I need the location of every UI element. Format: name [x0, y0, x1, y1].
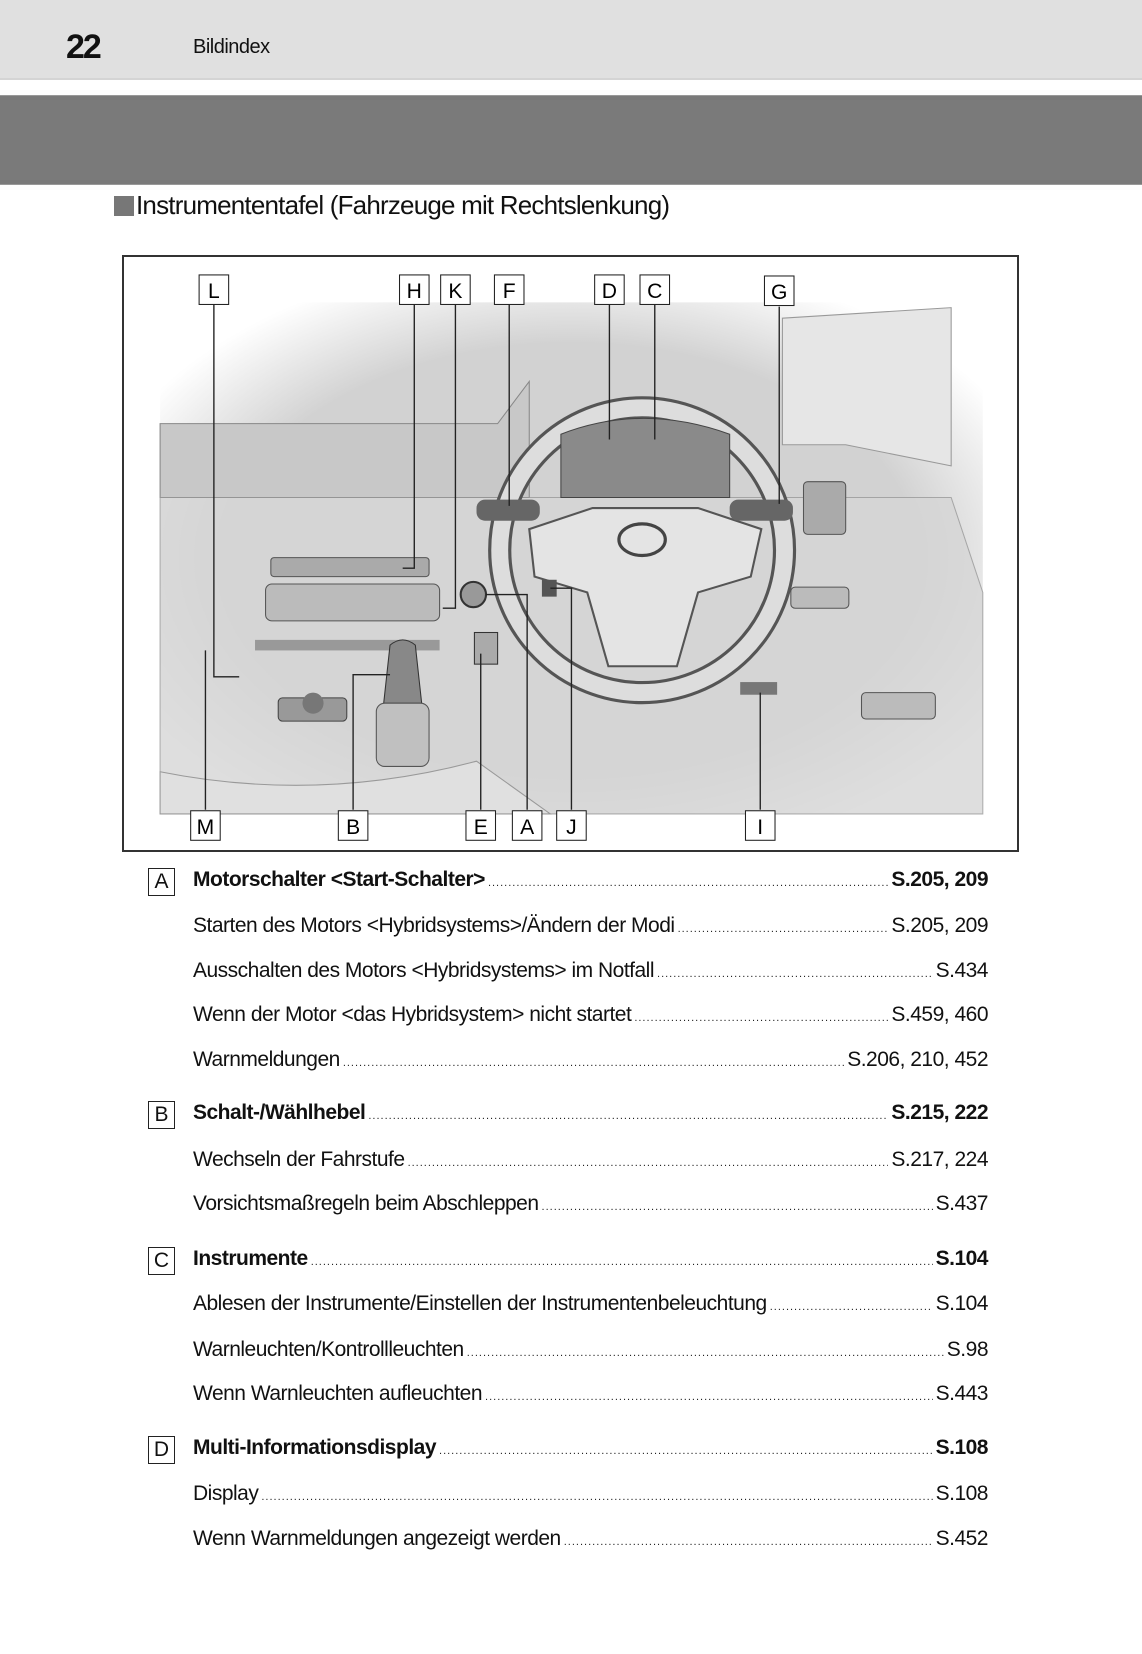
section-title-text: Instrumententafel (Fahrzeuge mit Rechtslenkung)	[136, 190, 670, 220]
page-reference[interactable]: S.459, 460	[891, 1003, 988, 1026]
dashboard-drawing	[124, 257, 1021, 854]
leader-dots	[485, 1391, 933, 1403]
svg-text:L: L	[208, 280, 220, 304]
page-reference[interactable]: S.98	[946, 1338, 988, 1361]
entry-label: Wechseln der Fahrstufe	[193, 1148, 405, 1171]
svg-text:H: H	[406, 280, 422, 304]
leader-dots	[343, 1057, 844, 1069]
entry-label: Multi-Informationsdisplay	[193, 1436, 437, 1459]
entry-label: Wenn Warnmeldungen angezeigt werden	[193, 1527, 561, 1550]
index-entry[interactable]	[193, 1338, 988, 1362]
index-heading[interactable]	[193, 1436, 988, 1460]
callout-M	[191, 811, 221, 841]
entry-label: Display	[193, 1482, 259, 1505]
entry-label: Wenn Warnleuchten aufleuchten	[193, 1382, 483, 1405]
index-entry[interactable]	[193, 1148, 988, 1172]
index-entry[interactable]	[193, 1292, 988, 1316]
entry-label: Vorsichtsmaßregeln beim Abschleppen	[193, 1192, 539, 1215]
entry-label: Wenn der Motor <das Hybridsystem> nicht startet	[193, 1003, 632, 1026]
switch-panel	[474, 632, 497, 664]
side-vent	[803, 482, 845, 535]
callout-B	[338, 811, 368, 841]
svg-text:F: F	[502, 280, 516, 304]
right-stalk	[730, 500, 793, 521]
leader-dots	[542, 1201, 933, 1213]
entry-label: Starten des Motors <Hybridsystems>/Ändern der Modi	[193, 914, 675, 937]
center-vent	[271, 558, 429, 577]
group-badge-D: D	[148, 1436, 175, 1464]
page-number: 22	[66, 28, 100, 66]
entry-label: Instrumente	[193, 1247, 308, 1270]
svg-text:G: G	[771, 281, 788, 305]
leader-dots	[634, 1012, 888, 1024]
page-reference[interactable]: S.452	[935, 1527, 988, 1550]
entry-label: Warnmeldungen	[193, 1048, 340, 1071]
index-entry[interactable]	[193, 1192, 988, 1216]
callout-L	[199, 275, 229, 305]
instrument-cluster	[561, 418, 730, 497]
index-entry[interactable]	[193, 1003, 988, 1027]
group-badge-A: A	[148, 868, 175, 896]
leader-dots	[564, 1536, 933, 1548]
leader-dots	[311, 1256, 933, 1268]
entry-label: Motorschalter <Start-Schalter>	[193, 868, 485, 891]
leader-dots	[657, 968, 933, 980]
leader-dots	[261, 1491, 932, 1503]
index-entry[interactable]	[193, 959, 988, 983]
index-entry[interactable]	[193, 1382, 988, 1406]
entry-label: Schalt-/Wählhebel	[193, 1101, 366, 1124]
page-reference[interactable]: S.434	[935, 959, 988, 982]
side-switches	[791, 587, 849, 608]
callout-D	[595, 275, 625, 305]
page-reference[interactable]: S.206, 210, 452	[847, 1048, 988, 1071]
leader-dots	[439, 1445, 933, 1457]
left-stalk	[477, 500, 540, 521]
page-reference[interactable]: S.205, 209	[891, 914, 988, 937]
page-reference[interactable]: S.205, 209	[891, 868, 988, 891]
index-heading[interactable]	[193, 1247, 988, 1271]
index-heading[interactable]	[193, 1101, 988, 1125]
leader-dots	[467, 1347, 944, 1359]
chapter-band	[0, 95, 1142, 185]
page-reference[interactable]: S.108	[935, 1436, 988, 1459]
leader-dots	[408, 1157, 889, 1169]
section-title	[114, 190, 669, 221]
callout-I	[745, 811, 775, 841]
entry-label: Warnleuchten/Kontrollleuchten	[193, 1338, 464, 1361]
svg-text:J: J	[566, 815, 577, 839]
index-entry[interactable]	[193, 1482, 988, 1506]
svg-text:D: D	[601, 280, 618, 304]
callout-K	[441, 275, 471, 305]
page-reference[interactable]: S.437	[935, 1192, 988, 1215]
callout-F	[494, 275, 524, 305]
entry-label: Ablesen der Instrumente/Einstellen der Instrumentenbeleuchtung	[193, 1292, 767, 1315]
controller-knob	[302, 693, 323, 714]
group-badge-C: C	[148, 1247, 175, 1275]
callout-A	[512, 811, 542, 841]
svg-text:A: A	[520, 815, 535, 839]
start-button	[461, 582, 486, 607]
shift-lever	[384, 640, 422, 703]
section-name: Bildindex	[193, 36, 270, 58]
page-reference[interactable]: S.443	[935, 1382, 988, 1405]
page-reference[interactable]: S.104	[935, 1292, 988, 1315]
callout-E	[466, 811, 496, 841]
leader-dots	[770, 1301, 933, 1313]
page-reference[interactable]: S.217, 224	[891, 1148, 988, 1171]
entry-label: Ausschalten des Motors <Hybridsystems> im Notfall	[193, 959, 655, 982]
index-entry[interactable]	[193, 1527, 988, 1551]
fuel-opener	[740, 682, 777, 695]
square-bullet-icon	[114, 196, 134, 216]
page-header	[0, 0, 1142, 80]
leader-dots	[678, 923, 889, 935]
page-reference[interactable]: S.104	[935, 1247, 988, 1270]
index-entry[interactable]	[193, 914, 988, 938]
audio-panel	[266, 584, 440, 621]
svg-text:E: E	[473, 815, 488, 839]
index-entry[interactable]	[193, 1048, 988, 1072]
page-reference[interactable]: S.108	[935, 1482, 988, 1505]
callout-C	[640, 275, 670, 305]
leader-dots	[368, 1110, 888, 1122]
page-reference[interactable]: S.215, 222	[891, 1101, 988, 1124]
a-pillar	[782, 308, 951, 466]
dashboard-illustration	[122, 255, 1019, 852]
leader-dots	[488, 877, 888, 889]
index-heading[interactable]	[193, 868, 988, 892]
window-switches	[862, 693, 936, 719]
svg-text:M: M	[196, 815, 215, 839]
callout-H	[400, 275, 430, 305]
svg-text:B: B	[346, 815, 361, 839]
svg-text:K: K	[448, 280, 463, 304]
callout-G	[764, 276, 794, 306]
group-badge-B: B	[148, 1101, 175, 1129]
callout-J	[557, 811, 587, 841]
svg-text:I: I	[757, 815, 764, 839]
svg-text:C: C	[647, 280, 663, 304]
shift-base	[376, 703, 429, 766]
